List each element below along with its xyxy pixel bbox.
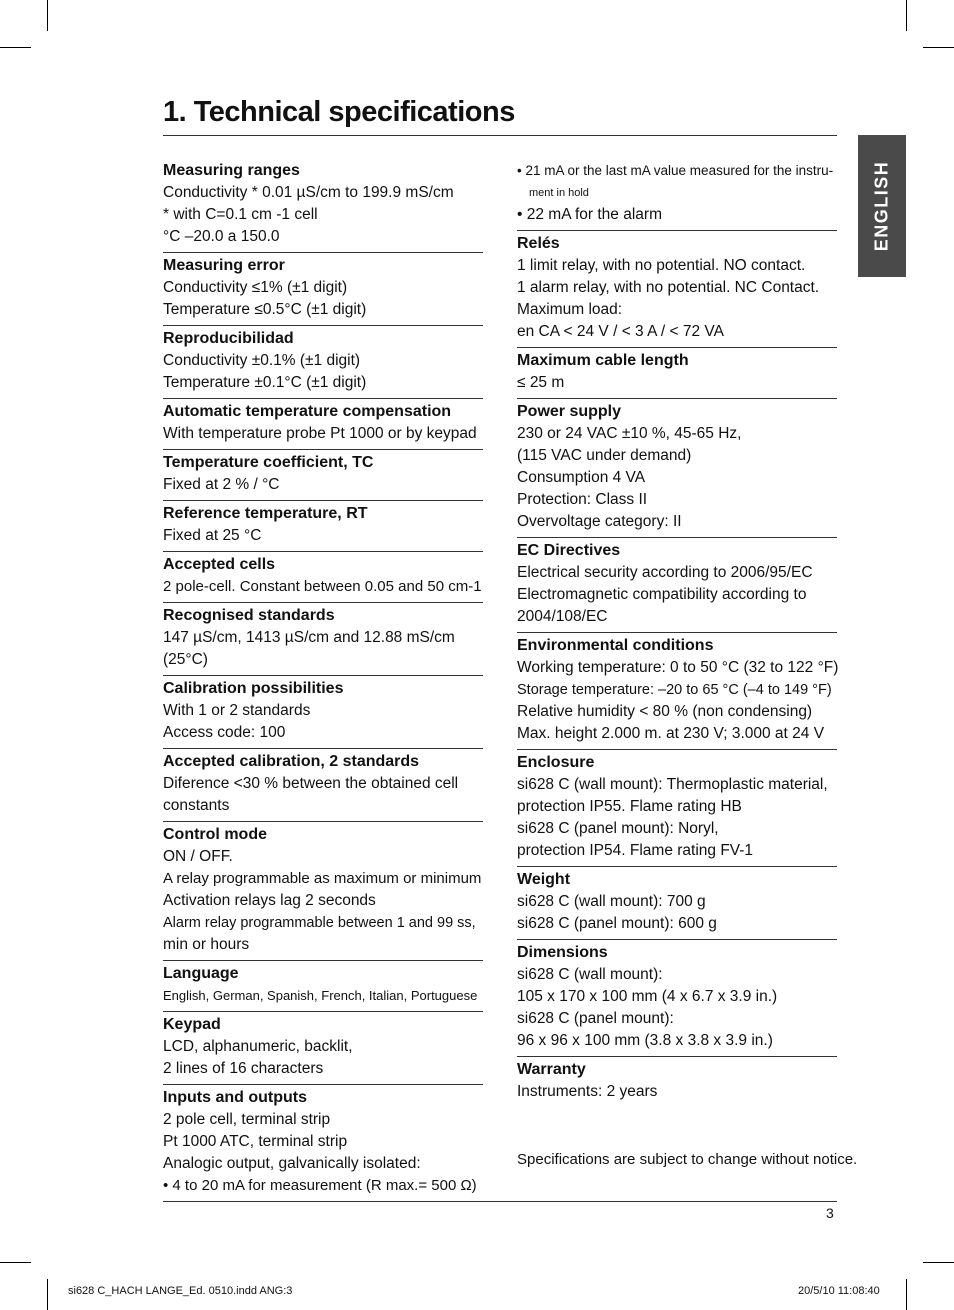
crop-mark <box>47 1279 48 1310</box>
spec-section <box>163 503 483 552</box>
spec-section <box>163 678 483 749</box>
language-tab-label: ENGLISH <box>871 160 892 252</box>
spec-heading: EC Directives <box>517 542 621 559</box>
spec-line: 2 pole cell, terminal strip <box>163 1111 331 1128</box>
spec-line: Maximum load: <box>517 301 623 318</box>
spec-heading: Keypad <box>163 1016 221 1033</box>
spec-section <box>163 328 483 399</box>
spec-heading: Calibration possibilities <box>163 680 344 697</box>
spec-line: Conductivity ±0.1% (±1 digit) <box>163 352 361 369</box>
spec-heading: Language <box>163 965 239 982</box>
spec-section <box>517 752 837 867</box>
language-tab <box>858 135 906 277</box>
spec-section <box>517 401 837 538</box>
spec-heading: Weight <box>517 871 571 888</box>
spec-section <box>517 160 837 231</box>
spec-line: Electromagnetic compatibility according to <box>517 586 807 603</box>
spec-heading: Relés <box>517 235 560 252</box>
spec-line: 2 pole-cell. Constant between 0.05 and 50 cm-1 <box>163 578 482 595</box>
spec-section <box>163 401 483 450</box>
crop-mark <box>47 0 48 31</box>
spec-line: Fixed at 25 °C <box>163 527 262 544</box>
spec-line: protection IP54. Flame rating FV-1 <box>517 842 754 859</box>
change-notice: Specifications are subject to change without notice. <box>517 1151 858 1168</box>
spec-section <box>163 452 483 501</box>
spec-heading: Temperature coefficient, TC <box>163 454 374 471</box>
spec-line: (25°C) <box>163 651 208 668</box>
crop-mark <box>0 1262 31 1263</box>
crop-mark <box>923 47 954 48</box>
spec-line: en CA < 24 V / < 3 A / < 72 VA <box>517 323 724 340</box>
spec-section <box>517 942 837 1057</box>
spec-line: constants <box>163 797 230 814</box>
spec-heading: Measuring error <box>163 257 285 274</box>
spec-heading: Accepted cells <box>163 556 276 573</box>
spec-heading: Reproducibilidad <box>163 330 294 347</box>
spec-heading: Accepted calibration, 2 standards <box>163 753 420 770</box>
spec-column-left <box>163 160 483 1203</box>
crop-mark <box>0 47 31 48</box>
spec-section <box>517 1059 837 1107</box>
spec-heading: Recognised standards <box>163 607 335 624</box>
page-title: 1. Technical specifications <box>163 96 515 128</box>
title-divider <box>163 135 837 136</box>
spec-line: 230 or 24 VAC ±10 %, 45-65 Hz, <box>517 425 742 442</box>
spec-line: LCD, alphanumeric, backlit, <box>163 1038 353 1055</box>
spec-line: si628 C (wall mount): Thermoplastic material, <box>517 776 828 793</box>
spec-line: Overvoltage category: II <box>517 513 682 530</box>
spec-line: * with C=0.1 cm -1 cell <box>163 206 318 223</box>
spec-column-right <box>517 160 837 1109</box>
spec-line: Electrical security according to 2006/95/EC <box>517 564 813 581</box>
spec-heading: Inputs and outputs <box>163 1089 307 1106</box>
spec-line: Relative humidity < 80 % (non condensing) <box>517 703 813 720</box>
spec-section <box>163 160 483 253</box>
spec-line: • 21 mA or the last mA value measured for the instru- <box>517 163 834 178</box>
spec-line: 147 µS/cm, 1413 µS/cm and 12.88 mS/cm <box>163 629 455 646</box>
spec-line: Alarm relay programmable between 1 and 99 ss, <box>163 915 476 931</box>
spec-line: Pt 1000 ATC, terminal strip <box>163 1133 348 1150</box>
spec-line: 96 x 96 x 100 mm (3.8 x 3.8 x 3.9 in.) <box>517 1032 773 1049</box>
spec-line: si628 C (wall mount): 700 g <box>517 893 706 910</box>
spec-heading: Automatic temperature compensation <box>163 403 452 420</box>
spec-line: A relay programmable as maximum or minimum <box>163 870 482 887</box>
spec-section <box>163 554 483 603</box>
page-number: 3 <box>826 1205 834 1221</box>
print-slug-file: si628 C_HACH LANGE_Ed. 0510.indd ANG:3 <box>68 1285 293 1297</box>
spec-line: 1 alarm relay, with no potential. NC Contact. <box>517 279 820 296</box>
spec-line: si628 C (panel mount): <box>517 1010 674 1027</box>
spec-section <box>163 1087 483 1201</box>
spec-line: ON / OFF. <box>163 848 233 865</box>
spec-section <box>163 255 483 326</box>
spec-heading: Maximum cable length <box>517 352 689 369</box>
spec-line: protection IP55. Flame rating HB <box>517 798 742 815</box>
spec-section <box>163 824 483 961</box>
spec-line: ment in hold <box>529 187 589 199</box>
spec-line: Activation relays lag 2 seconds <box>163 892 376 909</box>
spec-line: • 22 mA for the alarm <box>517 206 662 223</box>
spec-line: Working temperature: 0 to 50 °C (32 to 122 °F) <box>517 659 839 676</box>
spec-line: Max. height 2.000 m. at 230 V; 3.000 at 24 V <box>517 725 825 742</box>
spec-line: • 4 to 20 mA for measurement (R max.= 500 Ω) <box>163 1177 477 1194</box>
spec-heading: Reference temperature, RT <box>163 505 368 522</box>
crop-mark <box>906 1279 907 1310</box>
crop-mark <box>906 0 907 31</box>
spec-line: Access code: 100 <box>163 724 286 741</box>
spec-line: 2 lines of 16 characters <box>163 1060 324 1077</box>
spec-line: °C –20.0 a 150.0 <box>163 228 280 245</box>
spec-heading: Measuring ranges <box>163 162 300 179</box>
footer-divider <box>163 1201 837 1202</box>
spec-line: si628 C (wall mount): <box>517 966 663 983</box>
spec-line: Analogic output, galvanically isolated: <box>163 1155 421 1172</box>
spec-heading: Warranty <box>517 1061 586 1078</box>
spec-section <box>163 963 483 1012</box>
spec-line: Instruments: 2 years <box>517 1083 658 1100</box>
spec-line: Diference <30 % between the obtained cell <box>163 775 459 792</box>
spec-section <box>163 605 483 676</box>
print-slug-date: 20/5/10 11:08:40 <box>798 1285 880 1297</box>
spec-section <box>517 233 837 348</box>
spec-line: 2004/108/EC <box>517 608 608 625</box>
spec-line: English, German, Spanish, French, Italian, Portuguese <box>163 988 478 1003</box>
spec-section <box>163 751 483 822</box>
spec-heading: Environmental conditions <box>517 637 714 654</box>
spec-line: 105 x 170 x 100 mm (4 x 6.7 x 3.9 in.) <box>517 988 778 1005</box>
spec-line: Storage temperature: –20 to 65 °C (–4 to 149 °F) <box>517 682 832 698</box>
spec-line: min or hours <box>163 936 250 953</box>
spec-section <box>163 1014 483 1085</box>
spec-heading: Control mode <box>163 826 267 843</box>
spec-line: Protection: Class II <box>517 491 648 508</box>
spec-line: Consumption 4 VA <box>517 469 646 486</box>
spec-heading: Dimensions <box>517 944 608 961</box>
spec-section <box>517 540 837 633</box>
spec-line: 1 limit relay, with no potential. NO contact. <box>517 257 806 274</box>
spec-line: ≤ 25 m <box>517 374 565 391</box>
spec-section <box>517 635 837 750</box>
spec-line: Conductivity * 0.01 µS/cm to 199.9 mS/cm <box>163 184 454 201</box>
spec-line: Fixed at 2 % / °C <box>163 476 280 493</box>
spec-line: Conductivity ≤1% (±1 digit) <box>163 279 348 296</box>
spec-section <box>517 869 837 940</box>
spec-section <box>517 350 837 399</box>
spec-line: (115 VAC under demand) <box>517 447 692 464</box>
spec-heading: Power supply <box>517 403 622 420</box>
spec-heading: Enclosure <box>517 754 595 771</box>
crop-mark <box>923 1262 954 1263</box>
spec-line: Temperature ±0.1°C (±1 digit) <box>163 374 367 391</box>
spec-line: si628 C (panel mount): Noryl, <box>517 820 719 837</box>
spec-line: Temperature ≤0.5°C (±1 digit) <box>163 301 367 318</box>
spec-line: si628 C (panel mount): 600 g <box>517 915 717 932</box>
spec-line: With 1 or 2 standards <box>163 702 311 719</box>
spec-line: With temperature probe Pt 1000 or by keypad <box>163 425 477 442</box>
